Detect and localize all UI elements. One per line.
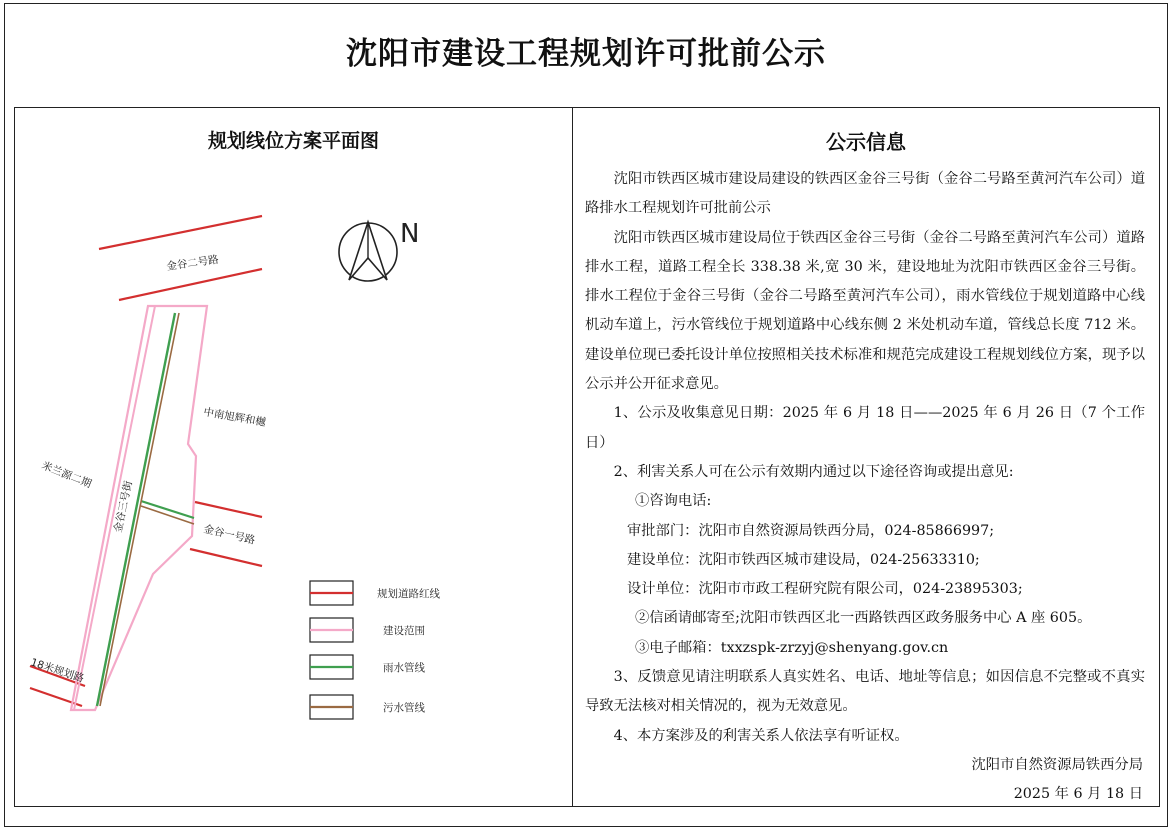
legend-label-rain: 雨水管线 xyxy=(383,662,425,674)
legend-label-construction: 建设范围 xyxy=(383,625,425,637)
notice-intro: 沈阳市铁西区城市建设局建设的铁西区金谷三号街（金谷二号路至黄河汽车公司）道路排水工程规划许可批前公示 xyxy=(585,171,1145,217)
notice-date: 2025 年 6 月 18 日 xyxy=(1013,786,1143,803)
notice-text xyxy=(585,165,1145,810)
notice-item-1: 1、公示及收集意见日期：2025 年 6 月 18 日——2025 年 6 月 26 日（7 个工作日） xyxy=(585,405,1145,451)
contact-designer: 设计单位：沈阳市市政工程研究院有限公司，024-23895303; xyxy=(627,581,1023,598)
info-panel xyxy=(573,107,1160,807)
map-heading: 规划线位方案平面图 xyxy=(207,130,379,152)
signer: 沈阳市自然资源局铁西分局 xyxy=(971,756,1143,773)
mail-address: ②信函请邮寄至;沈阳市铁西区北一西路铁西区政务服务中心 A 座 605。 xyxy=(635,610,1092,627)
contact-builder: 建设单位：沈阳市铁西区城市建设局，024-25633310; xyxy=(627,551,980,568)
notice-item-4: 4、本方案涉及的利害关系人依法享有听证权。 xyxy=(613,727,909,744)
legend-item-sewage xyxy=(310,695,425,719)
legend-item-rain xyxy=(310,655,425,679)
contact-approval: 审批部门：沈阳市自然资源局铁西分局，024-85866997; xyxy=(627,522,995,539)
page-title: 沈阳市建设工程规划许可批前公示 xyxy=(346,36,826,72)
legend-item-red-line xyxy=(310,581,440,605)
map-legend xyxy=(310,581,440,719)
label-milanyuan: 米兰源二期 xyxy=(39,459,94,491)
site-plan-map xyxy=(15,108,572,806)
notice-item-3: 3、反馈意见请注明联系人真实姓名、电话、地址等信息；如因信息不完整或不真实导致无法核对相关情况的，视为无效意见。 xyxy=(585,669,1145,715)
notice-item-2: 2、利害关系人可在公示有效期内通过以下途径咨询或提出意见: xyxy=(613,463,1014,480)
notice-body: 沈阳市铁西区城市建设局位于铁西区金谷三号街（金谷二号路至黄河汽车公司）道路排水工程，道路工程全长 338.38 米,宽 30 米，建设地址为沈阳市铁西区金谷三号街。排水工程位于金谷三号街（金谷二号路至黄河汽车公司），雨水管线位于规划道路中心线机动车道上，污水管线位于规划道路中心线东侧 2 米处机动车道，管线总长度 712 米。建设单位现已委托设计单位按照相关技术标准和规范完成建设工程规划线位方案，现予以公示并公开征求意见。 xyxy=(585,229,1145,393)
map-panel xyxy=(14,107,573,807)
legend-label-red-line: 规划道路红线 xyxy=(377,588,440,600)
label-jingu-2-road: 金谷二号路 xyxy=(165,253,220,273)
label-jingu-1-road: 金谷一号路 xyxy=(202,523,257,547)
label-18m-road: 18米规划路 xyxy=(29,656,86,685)
label-jingu-3-street: 金谷三号街 xyxy=(112,479,135,534)
phone-heading: ①咨询电话: xyxy=(635,493,712,510)
info-heading: 公示信息 xyxy=(826,130,906,154)
email-address: ③电子邮箱：txxzspk-zrzyj@shenyang.gov.cn xyxy=(635,639,949,656)
legend-label-sewage: 污水管线 xyxy=(383,702,425,714)
north-arrow-icon xyxy=(339,222,397,281)
north-label: N xyxy=(400,219,420,249)
label-zhongnan: 中南旭辉和樾 xyxy=(202,406,267,429)
legend-item-construction xyxy=(310,618,425,642)
